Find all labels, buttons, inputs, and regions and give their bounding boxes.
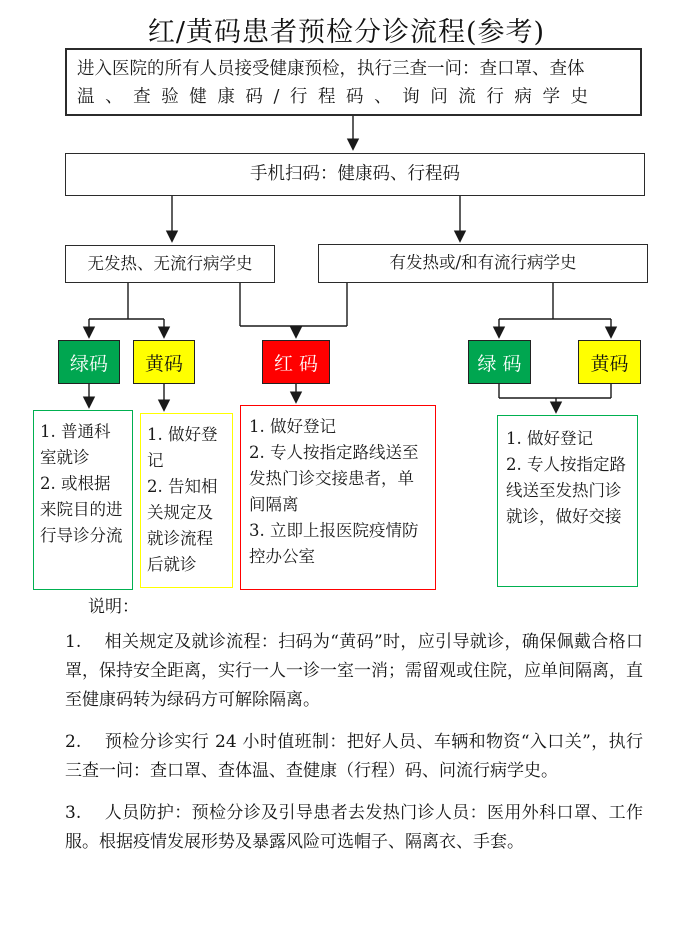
fever-box: 有发热或/和有流行病学史 <box>318 244 648 283</box>
entry-box <box>65 48 642 116</box>
split-fever-bracket <box>499 283 611 319</box>
outcome-item: 2. 或根据来院目的进行导诊分流 <box>40 474 123 545</box>
merge-right-bracket <box>499 384 611 398</box>
outcome-box-red <box>240 405 436 590</box>
page-title: 红/黄码患者预检分诊流程(参考) <box>147 17 546 48</box>
no-fever-box: 无发热、无流行病学史 <box>65 245 275 283</box>
note-item-3: 3. 人员防护：预检分诊及引导患者去发热门诊人员：医用外科口罩、工作服。根据疫情发展形势及暴露风险可选帽子、隔离衣、手套。 <box>65 803 643 852</box>
outcome-item: 2. 专人按指定路线送至发热门诊交接患者，单间隔离 <box>249 443 419 514</box>
join-red-bracket <box>240 283 347 326</box>
split-nofever-bracket <box>89 283 164 319</box>
outcome-item: 2. 告知相关规定及就诊流程后就诊 <box>147 477 218 574</box>
entry-box-line1: 进入医院的所有人员接受健康预检，执行三查一问：查口罩、查体 <box>77 59 585 79</box>
outcome-item: 1. 做好登记 <box>506 429 593 448</box>
notes-label: 说明： <box>88 597 139 617</box>
outcome-box-yellow-left <box>140 413 233 588</box>
outcome-item: 1. 做好登记 <box>249 417 336 436</box>
note-item-2: 2. 预检分诊实行 24 小时值班制：把好人员、车辆和物资“入口关”，执行三查一问：查口罩、查体温、查健康（行程）码、问流行病学史。 <box>65 732 643 781</box>
outcome-box-green-left <box>33 410 133 590</box>
code-chip-green-left: 绿码 <box>58 340 120 384</box>
outcome-box-green-right <box>497 415 638 587</box>
outcome-item: 1. 普通科室就诊 <box>40 422 111 467</box>
code-chip-red: 红 码 <box>262 340 330 384</box>
outcome-item: 2. 专人按指定路线送至发热门诊就诊，做好交接 <box>506 455 626 526</box>
code-chip-green-right: 绿 码 <box>468 340 531 384</box>
outcome-item: 1. 做好登记 <box>147 425 218 470</box>
code-chip-yellow-left: 黄码 <box>133 340 195 384</box>
scan-box: 手机扫码：健康码、行程码 <box>65 153 645 196</box>
outcome-item: 3. 立即上报医院疫情防控办公室 <box>249 521 419 566</box>
note-item-1: 1. 相关规定及就诊流程：扫码为“黄码”时，应引导就诊，确保佩戴合格口罩，保持安全距离，实行一人一诊一室一消；需留观或住院，应单间隔离，直至健康码转为绿码方可解除隔离。 <box>65 632 643 710</box>
entry-box-line2: 温 、 查 验 健 康 码 / 行 程 码 、 询 问 流 行 病 学 史 <box>77 87 591 107</box>
code-chip-yellow-right: 黄码 <box>578 340 641 384</box>
notes-section <box>65 593 643 870</box>
